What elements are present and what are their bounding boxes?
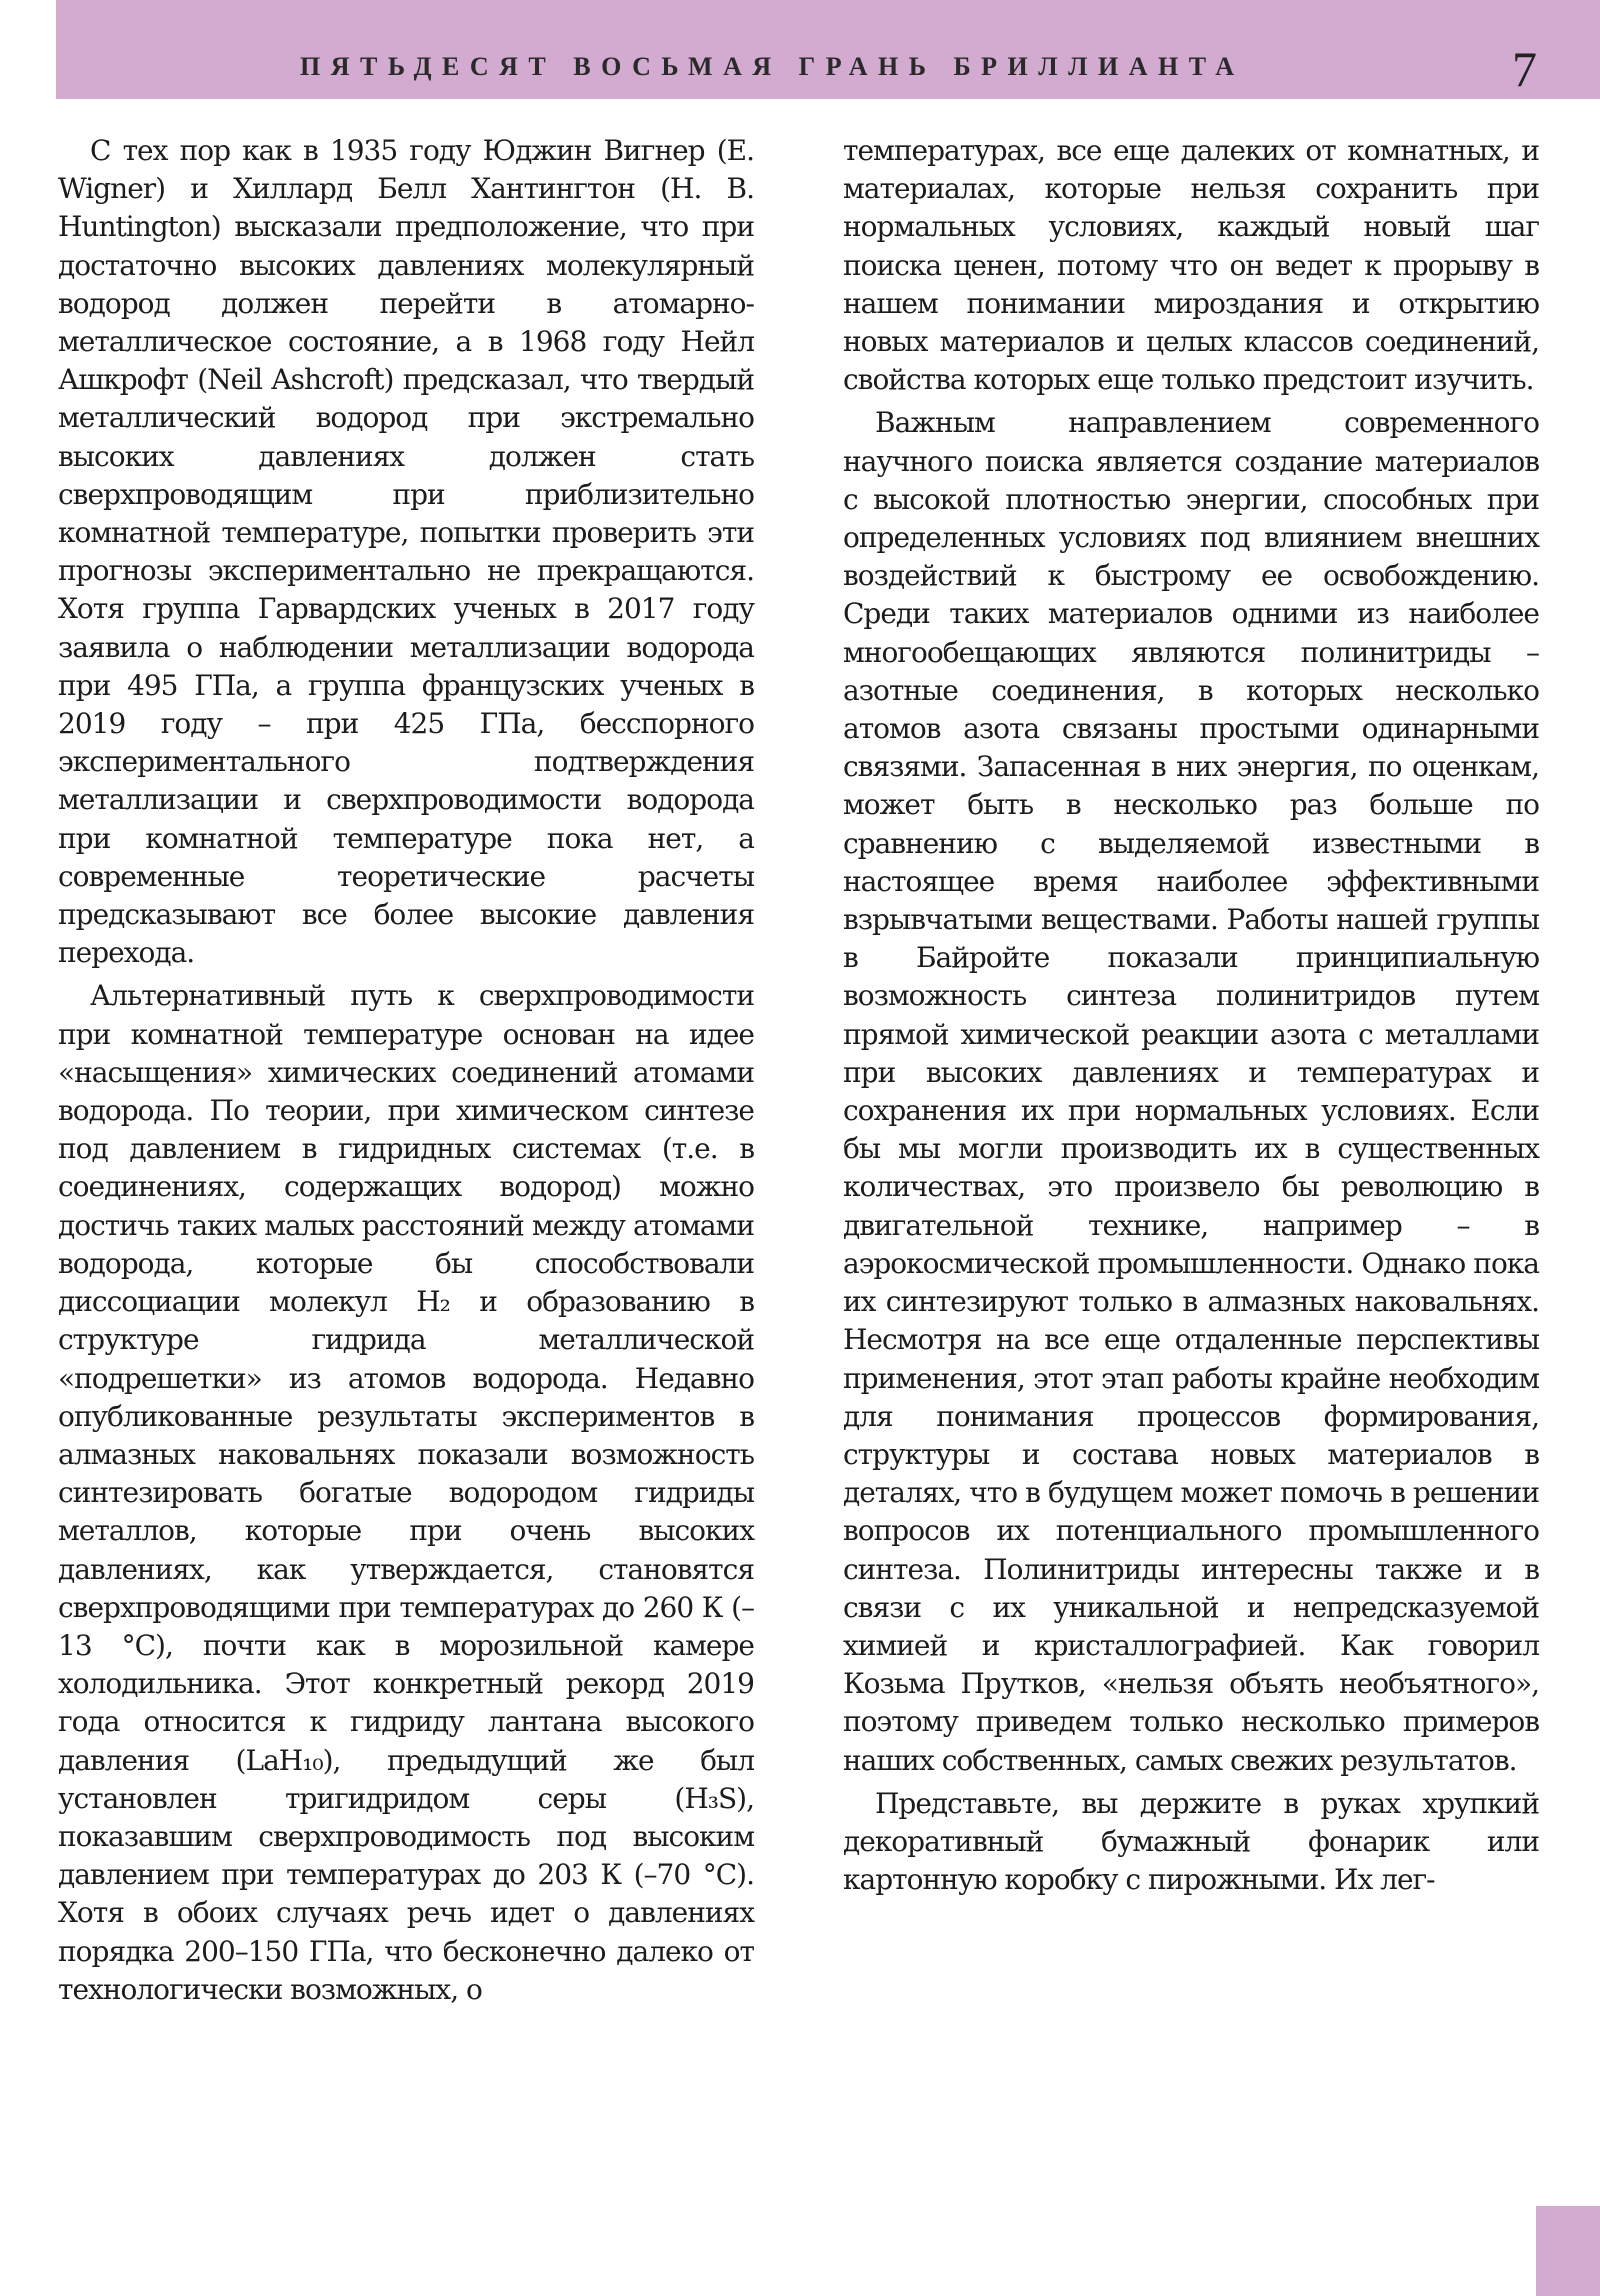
running-title: ПЯТЬДЕСЯТ ВОСЬМАЯ ГРАНЬ БРИЛЛИАНТА [300, 52, 1245, 81]
header-bar [56, 0, 1600, 99]
paragraph: С тех пор как в 1935 году Юджин Вигнер (E. Wigner) и Хиллард Белл Хантингтон (H. B. Huntington) высказали предположение, что при достаточно высоких давлениях молекулярный водород должен перейти в атомарно-металлическое состояние, а в 1968 году Нейл Ашкрофт (Neil Ashcroft) предсказал, что твердый металлический водород при экстремально высоких давлениях должен стать сверхпроводящим при приблизительно комнатной температуре, попытки проверить эти прогнозы экспериментально не прекращаются. Хотя группа Гарвардских ученых в 2017 году заявила о наблюдении металлизации водорода при 495 ГПа, а группа французских ученых в 2019 году – при 425 ГПа, бесспорного экспериментального подтверждения металлизации и сверхпроводимости водорода при комнатной температуре пока нет, а современные теоретические расчеты предсказывают все более высокие давления перехода. [58, 134, 754, 970]
page-edge-tab [1536, 2206, 1600, 2296]
right-column [843, 132, 1539, 1899]
paragraph: Представьте, вы держите в руках хрупкий декоративный бумажный фонарик или картонную коробку с пирожными. Их лег- [843, 1786, 1539, 1897]
paragraph: Важным направлением современного научного поиска является создание материалов с высокой плотностью энергии, способных при определенных условиях под влиянием внешних воздействий к быстрому ее освобождению. Среди таких материалов одними из наиболее многообещающих являются полинитриды – азотные соединения, в которых несколько атомов азота связаны простыми одинарными связями. Запасенная в них энергия, по оценкам, может быть в несколько раз больше по сравнению с выделяемой известными в настоящее время наиболее эффективными взрывчатыми веществами. Работы нашей группы в Байройте показали принципиальную возможность синтеза полинитридов путем прямой химической реакции азота с металлами при высоких давлениях и температурах и сохранения их при нормальных условиях. Если бы мы могли производить их в существенных количествах, это произвело бы революцию в двигательной технике, например – в аэрокосмической промышленности. Однако пока их синтезируют только в алмазных наковальнях. Несмотря на все еще отдаленные перспективы применения, этот этап работы крайне необходим для понимания процессов формирования, структуры и состава новых материалов в деталях, что в будущем может помочь в решении вопросов их потенциального промышленного синтеза. Полинитриды интересны также и в связи с их уникальной и непредсказуемой химией и кристаллографией. Как говорил Козьма Прутков, «нельзя объять необъятного», поэтому приведем только несколько примеров наших собственных, самых свежих результатов. [843, 406, 1539, 1777]
paragraph-continuation: температурах, все еще далеких от комнатных, и материалах, которые нельзя сохранить при нормальных условиях, каждый новый шаг поиска ценен, потому что он ведет к прорыву в нашем понимании мироздания и открытию новых материалов и целых классов соединений, свойства которых еще только предстоит изучить. [843, 134, 1539, 397]
page-number: 7 [1512, 41, 1537, 97]
left-column [58, 132, 754, 2009]
paragraph: Альтернативный путь к сверхпроводимости при комнатной температуре основан на идее «насыщения» химических соединений атомами водорода. По теории, при химическом синтезе под давлением в гидридных системах (т.е. в соединениях, содержащих водород) можно достичь таких малых расстояний между атомами водорода, которые бы способствовали диссоциации молекул H₂ и образованию в структуре гидрида металлической «подрешетки» из атомов водорода. Недавно опубликованные результаты экспериментов в алмазных наковальнях показали возможность синтезировать богатые водородом гидриды металлов, которые при очень высоких давлениях, как утверждается, становятся сверхпроводящими при температурах до 260 К (–13 °С), почти как в морозильной камере холодильника. Этот конкретный рекорд 2019 года относится к гидриду лантана высокого давления (LaH₁₀), предыдущий же был установлен тригидридом серы (H₃S), показавшим сверхпроводимость под высоким давлением при температурах до 203 К (–70 °С). Хотя в обоих случаях речь идет о давлениях порядка 200–150 ГПа, что бесконечно далеко от технологически возможных, о [58, 979, 754, 2006]
